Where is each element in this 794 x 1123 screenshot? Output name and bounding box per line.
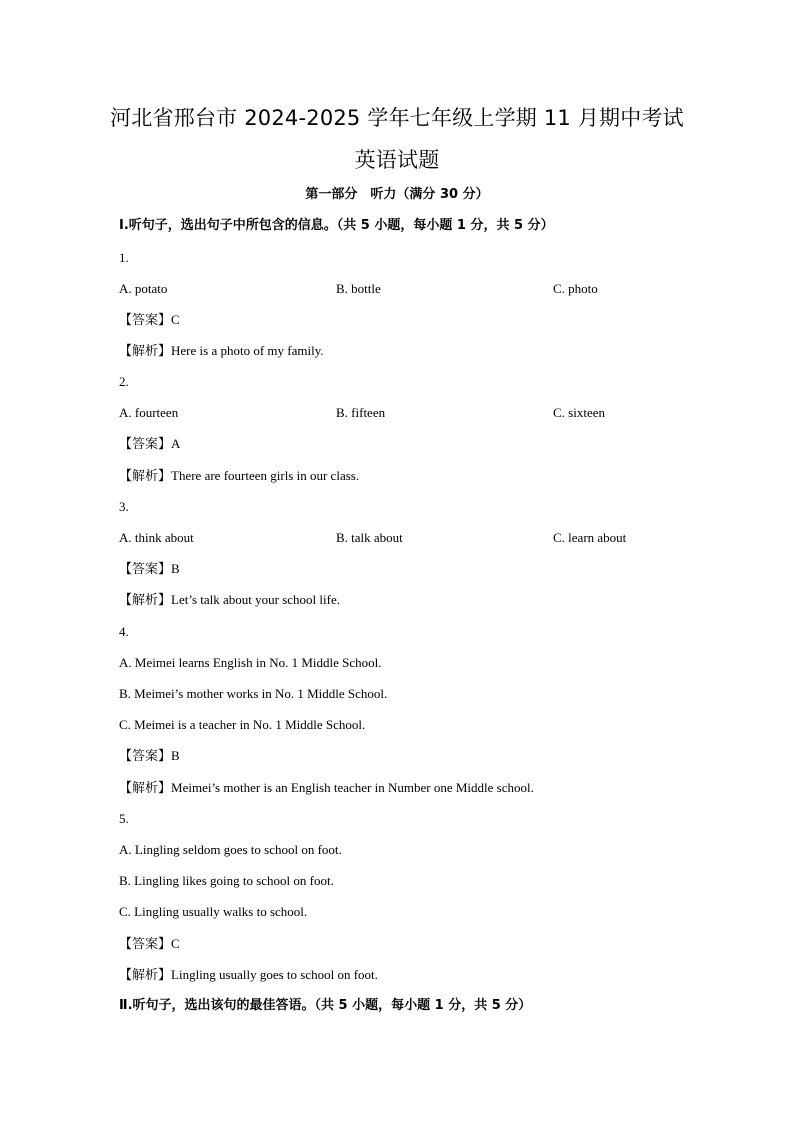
option-a: A. potato	[119, 281, 168, 296]
option-b: B. bottle	[336, 281, 381, 296]
answer-value: B	[171, 561, 180, 576]
analysis-text: Lingling usually goes to school on foot.	[171, 967, 378, 982]
question-number: 3.	[119, 499, 129, 514]
option-c: C. photo	[553, 281, 598, 296]
answer-label: 【答案】	[119, 313, 172, 328]
option-b: B. talk about	[336, 530, 403, 545]
option-c: C. Meimei is a teacher in No. 1 Middle School.	[119, 717, 366, 732]
question-number: 1.	[119, 250, 129, 265]
section-heading-1: Ⅰ.听句子，选出句子中所包含的信息。（共 5 小题，每小题 1 分，共 5 分）	[119, 218, 554, 233]
option-c: C. Lingling usually walks to school.	[119, 904, 308, 919]
analysis-line	[119, 779, 534, 798]
option-a: A. think about	[119, 530, 194, 545]
option-b: B. Meimei’s mother works in No. 1 Middle School.	[119, 686, 388, 701]
analysis-label: 【解析】	[119, 344, 172, 359]
option-a: A. Lingling seldom goes to school on foot.	[119, 842, 342, 857]
option-c: C. learn about	[553, 530, 627, 545]
answer-line	[119, 311, 180, 330]
option-a: A. Meimei learns English in No. 1 Middle School.	[119, 655, 382, 670]
option-a: A. fourteen	[119, 405, 179, 420]
answer-value: A	[171, 436, 181, 451]
analysis-line	[119, 342, 324, 361]
analysis-label: 【解析】	[119, 593, 172, 608]
answer-line	[119, 435, 180, 454]
analysis-line	[119, 966, 378, 985]
option-c: C. sixteen	[553, 405, 605, 420]
answer-label: 【答案】	[119, 937, 172, 952]
analysis-label: 【解析】	[119, 469, 172, 484]
answer-value: B	[171, 748, 180, 763]
question-number: 4.	[119, 624, 129, 639]
analysis-text: Let’s talk about your school life.	[171, 592, 340, 607]
analysis-line	[119, 467, 359, 486]
section-heading-2: Ⅱ.听句子，选出该句的最佳答语。（共 5 小题，每小题 1 分，共 5 分）	[119, 998, 532, 1013]
answer-value: C	[171, 936, 180, 951]
answer-value: C	[171, 312, 180, 327]
document-title: 河北省邢台市 2024-2025 学年七年级上学期 11 月期中考试	[110, 106, 684, 130]
answer-line	[119, 560, 180, 579]
analysis-text: Here is a photo of my family.	[171, 343, 324, 358]
analysis-label: 【解析】	[119, 781, 172, 796]
answer-label: 【答案】	[119, 562, 172, 577]
analysis-line	[119, 591, 340, 610]
question-number: 2.	[119, 374, 129, 389]
analysis-text: There are fourteen girls in our class.	[171, 468, 360, 483]
part-heading: 第一部分 听力（满分 30 分）	[305, 187, 489, 202]
answer-line	[119, 747, 180, 766]
analysis-text: Meimei’s mother is an English teacher in Number one Middle school.	[171, 780, 534, 795]
answer-label: 【答案】	[119, 437, 172, 452]
option-b: B. Lingling likes going to school on foot.	[119, 873, 334, 888]
document-subtitle: 英语试题	[354, 148, 440, 172]
answer-line	[119, 935, 180, 954]
question-number: 5.	[119, 811, 129, 826]
analysis-label: 【解析】	[119, 968, 172, 983]
answer-label: 【答案】	[119, 749, 172, 764]
option-b: B. fifteen	[336, 405, 386, 420]
